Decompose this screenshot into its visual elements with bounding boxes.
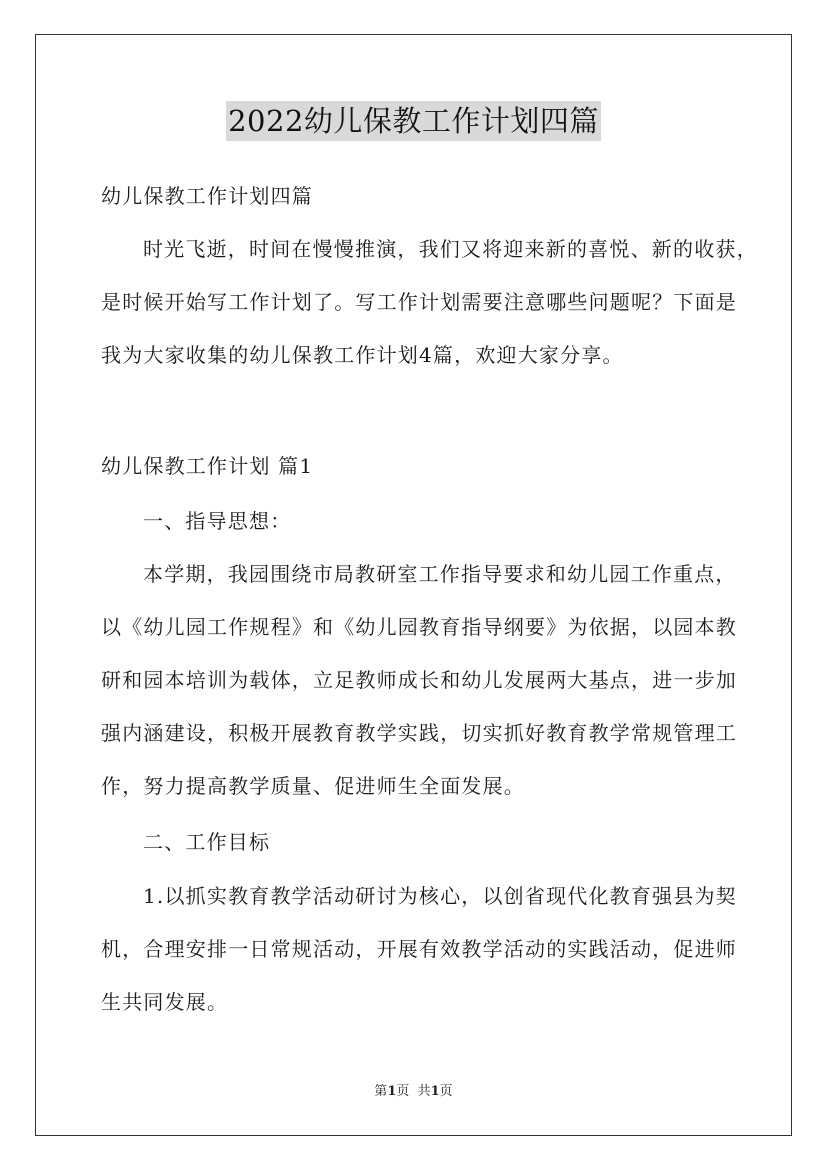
- guiding-heading: 一、指导思想：: [143, 509, 292, 533]
- page-footer: [0, 1083, 827, 1101]
- guiding-line-2: 以《幼儿园工作规程》和《幼儿园教育指导纲要》为依据，以园本教: [101, 615, 737, 639]
- goals-heading: 二、工作目标: [143, 830, 271, 854]
- section-heading: 幼儿保教工作计划 篇1: [101, 454, 314, 478]
- footer-page-mid: 页 共: [396, 1084, 431, 1099]
- goals-line-1: 1.以抓实教育教学活动研讨为核心，以创省现代化教育强县为契: [143, 884, 737, 908]
- guiding-line-5: 作，努力提高教学质量、促进师生全面发展。: [101, 774, 525, 798]
- footer-page-suffix: 页: [439, 1084, 453, 1099]
- footer-page-prefix: 第: [374, 1084, 388, 1099]
- document-subtitle: 幼儿保教工作计划四篇: [101, 184, 313, 208]
- footer-page-total: 1: [430, 1084, 440, 1099]
- title-container: [0, 101, 827, 141]
- guiding-line-4: 强内涵建设，积极开展教育教学实践，切实抓好教育教学常规管理工: [101, 721, 737, 745]
- footer-page-current: 1: [387, 1084, 397, 1099]
- goals-line-3: 生共同发展。: [101, 990, 229, 1014]
- intro-line-3: 我为大家收集的幼儿保教工作计划4篇，欢迎大家分享。: [101, 343, 624, 367]
- guiding-line-3: 研和园本培训为载体，立足教师成长和幼儿发展两大基点，进一步加: [101, 668, 737, 692]
- document-title: 2022幼儿保教工作计划四篇: [226, 101, 601, 141]
- intro-line-1: 时光飞逝，时间在慢慢推演，我们又将迎来新的喜悦、新的收获，: [143, 237, 758, 261]
- goals-line-2: 机，合理安排一日常规活动，开展有效教学活动的实践活动，促进师: [101, 937, 737, 961]
- guiding-line-1: 本学期，我园围绕市局教研室工作指导要求和幼儿园工作重点，: [143, 562, 737, 586]
- intro-line-2: 是时候开始写工作计划了。写工作计划需要注意哪些问题呢？下面是: [101, 290, 737, 314]
